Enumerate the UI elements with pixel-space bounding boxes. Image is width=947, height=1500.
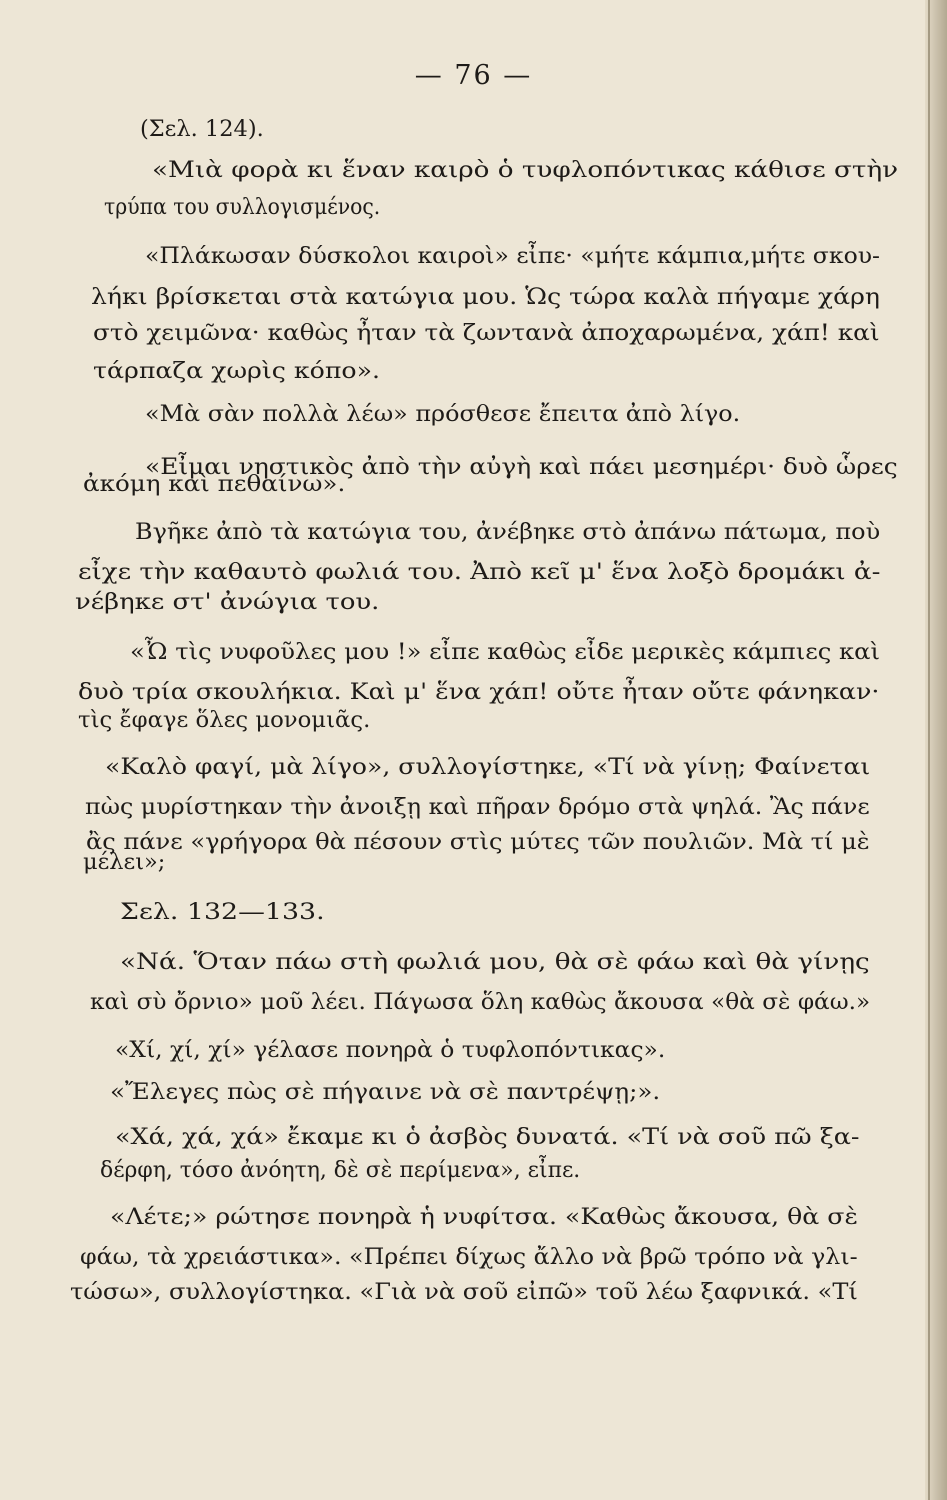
text-line: τὶς ἔφαγε ὅλες μονομιᾶς. xyxy=(78,707,371,733)
text-line: εἶχε τὴν καθαυτὸ φωλιά του. Ἀπὸ κεῖ μ' ἕνα λοξὸ δρομάκι ἀ- xyxy=(78,559,881,585)
page-edge-shadow xyxy=(928,0,930,1500)
text-line: «Χί, χί, χί» γέλασε πονηρὰ ὁ τυφλοπόντικας». xyxy=(115,1037,666,1063)
text-line: «Ἔλεγες πὼς σὲ πήγαινε νὰ σὲ παντρέψῃ;». xyxy=(110,1079,661,1105)
text-line: νέβηκε στ' ἀνώγια του. xyxy=(75,589,380,615)
text-line: δυὸ τρία σκουλήκια. Καὶ μ' ἕνα χάπ! οὔτε ἦταν οὔτε φάνηκαν· xyxy=(78,679,880,705)
text-line: πὼς μυρίστηκαν τὴν ἀνοιξῃ καὶ πῆραν δρόμο στὰ ψηλά. Ἂς πάνε xyxy=(85,794,870,820)
text-line: φάω, τὰ χρειάστικα». «Πρέπει δίχως ἄλλο νὰ βρῶ τρόπο νὰ γλι- xyxy=(80,1244,858,1270)
text-line: «Πλάκωσαν δύσκολοι καιροὶ» εἶπε· «μήτε κάμπια,μήτε σκου- xyxy=(145,243,880,269)
text-line: ἂς πάνε «γρήγορα θὰ πέσουν στὶς μύτες τῶν πουλιῶν. Μὰ τί μὲ xyxy=(86,829,870,855)
text-line: τάρπαζα χωρὶς κόπο». xyxy=(93,358,381,384)
text-line: Βγῆκε ἀπὸ τὰ κατώγια του, ἀνέβηκε στὸ ἀπάνω πάτωμα, ποὺ xyxy=(135,519,881,545)
text-line: «Μιὰ φορὰ κι ἕναν καιρὸ ὁ τυφλοπόντικας κάθισε στὴν xyxy=(152,157,899,183)
text-line: Σελ. 132—133. xyxy=(120,899,325,925)
text-line: τρύπα του συλλογισμένος. xyxy=(104,194,381,220)
text-line: «Εἶμαι νηστικὸς ἀπὸ τὴν αὐγὴ καὶ πάει μεσημέρι· δυὸ ὧρες xyxy=(145,454,898,480)
text-line: «Ὦ τὶς νυφοῦλες μου !» εἶπε καθὼς εἶδε μερικὲς κάμπιες καὶ xyxy=(130,639,880,665)
text-line: μέλει»; xyxy=(83,849,166,875)
text-line: «Νά. Ὅταν πάω στὴ φωλιά μου, θὰ σὲ φάω καὶ θὰ γίνῃς xyxy=(120,949,870,975)
text-line: ἀκόμη καὶ πεθαίνω». xyxy=(83,471,346,497)
text-line: καὶ σὺ ὄρνιο» μοῦ λέει. Πάγωσα ὅλη καθὼς ἄκουσα «θὰ σὲ φάω.» xyxy=(90,989,871,1015)
text-line: στὸ χειμῶνα· καθὼς ἦταν τὰ ζωντανὰ ἀποχαρωμένα, χάπ! καὶ xyxy=(93,320,880,346)
text-line: λήκι βρίσκεται στὰ κατώγια μου. Ὡς τώρα καλὰ πήγαμε χάρη xyxy=(91,284,880,310)
page-number: — 76 — xyxy=(414,60,533,91)
text-line: «Καλὸ φαγί, μὰ λίγο», συλλογίστηκε, «Τί νὰ γίνῃ; Φαίνεται xyxy=(105,754,871,780)
text-line: «Λέτε;» ρώτησε πονηρὰ ἡ νυφίτσα. «Καθὼς ἄκουσα, θὰ σὲ xyxy=(110,1204,858,1230)
text-line: (Σελ. 124). xyxy=(140,116,264,142)
text-line: «Χά, χά, χά» ἔκαμε κι ὁ ἀσβὸς δυνατά. «Τί νὰ σοῦ πῶ ξα- xyxy=(115,1124,860,1150)
text-line: δέρφη, τόσο ἀνόητη, δὲ σὲ περίμενα», εἶπε. xyxy=(100,1157,581,1183)
text-line: «Μὰ σὰν πολλὰ λέω» πρόσθεσε ἔπειτα ἀπὸ λίγο. xyxy=(145,401,741,427)
text-line: τώσω», συλλογίστηκα. «Γιὰ νὰ σοῦ εἰπῶ» τοῦ λέω ξαφνικά. «Τί xyxy=(70,1279,858,1305)
